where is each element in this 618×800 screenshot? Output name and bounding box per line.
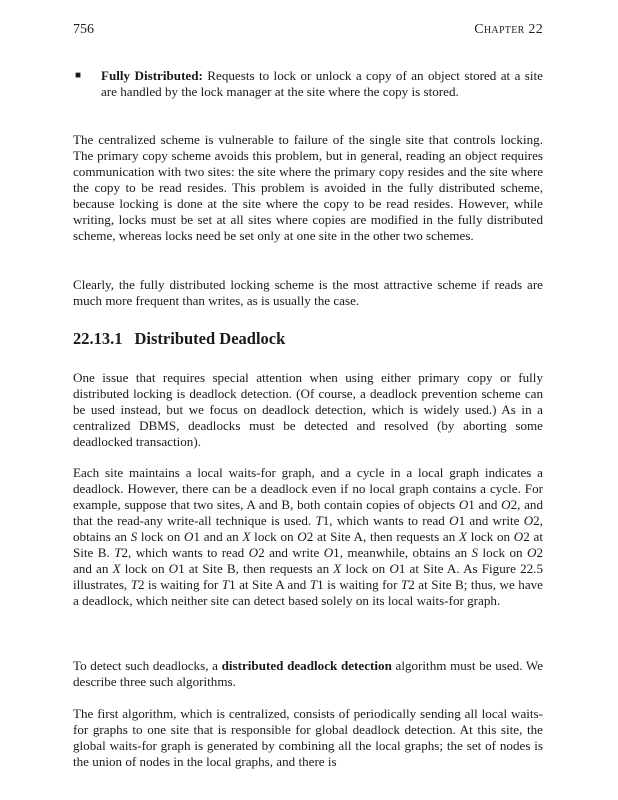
math-symbol: O <box>184 529 194 544</box>
math-symbol: T <box>309 577 318 592</box>
math-symbol: O <box>523 513 534 528</box>
math-symbol: O <box>501 497 511 512</box>
math-symbol: T <box>114 545 122 560</box>
math-symbol: O <box>297 529 307 544</box>
chapter-title: Chapter 22 <box>474 22 543 37</box>
math-symbol: S <box>471 545 479 560</box>
paragraph-clearly: Clearly, the fully distributed locking scheme is the most attractive scheme if reads are much more frequent than writes, as is usually the case. <box>73 277 543 308</box>
math-symbol: O <box>248 545 259 560</box>
section-heading <box>73 329 543 349</box>
section-number: 22.13.1 <box>73 329 123 348</box>
math-symbol: S <box>130 529 138 544</box>
paragraph-deadlock-detection: One issue that requires special attention when using either primary copy or fully distributed locking is deadlock detection. (Of course, a deadlock prevention scheme can be used instead, but we focus on deadlock detection, which is widely used.) As in a centralized DBMS, deadlocks must be detected and resolved (by aborting some deadlocked transaction). <box>73 370 543 449</box>
paragraph-first-algorithm: The first algorithm, which is centralized, consists of periodically sending all local waits-for graphs to one site that is responsible for global deadlock detection. At this site, the global waits-for graph is generated by combining all the local graphs; the set of nodes is the union of nodes in the local graphs, and there is <box>73 706 543 769</box>
math-symbol: O <box>449 513 459 528</box>
math-symbol: T <box>130 577 138 592</box>
bullet-text <box>101 68 543 100</box>
math-symbol: O <box>513 529 524 544</box>
bullet-square-icon: ■ <box>75 70 82 81</box>
math-symbol: X <box>333 561 342 576</box>
bullet-description: Requests to lock or unlock a copy of an object stored at a site are handled by the lock manager at the site where the copy is stored. <box>101 68 543 99</box>
math-symbol: O <box>323 545 334 560</box>
page-number: 756 <box>73 22 94 37</box>
running-header <box>73 22 543 38</box>
paragraph-detect-deadlocks: To detect such deadlocks, a distributed deadlock detection algorithm must be used. We describe three such algorithms. <box>73 658 544 689</box>
math-symbol: X <box>242 529 251 544</box>
bullet-item-fully-distributed <box>73 68 543 100</box>
math-symbol: O <box>526 545 537 560</box>
bullet-term: Fully Distributed: <box>101 68 203 83</box>
math-symbol: X <box>112 561 121 576</box>
math-symbol: O <box>458 497 469 512</box>
math-symbol: O <box>389 561 399 576</box>
math-symbol: T <box>400 577 409 592</box>
key-term: distributed deadlock detection <box>221 658 392 673</box>
section-title: Distributed Deadlock <box>134 329 286 348</box>
paragraph-centralized-scheme: The centralized scheme is vulnerable to failure of the single site that controls locking. The primary copy scheme avoids this problem, but in general, reading an object requires communication with two sites: the site where the primary copy resides and the site where the copy to be read resides. This problem is avoided in the fully distributed scheme, because locking is done at the site where the copy to be read resides. However, while writing, locks must be set at all sites where copies are modified in the fully distributed scheme, whereas locks need be set only at one site in the other two schemes. <box>73 132 543 243</box>
math-symbol: T <box>221 577 230 592</box>
math-symbol: X <box>458 529 467 544</box>
paragraph-waits-for-graph: Each site maintains a local waits-for graph, and a cycle in a local graph indicates a deadlock. However, there can be a deadlock even if no local graph contains a cycle. For example, suppose that two sites, A and B, both contain copies of objects O1 and O2, and that the read-any write-all technique is used. T1, which wants to read O1 and write O2, obtains an S lock on O1 and an X lock on O2 at Site A, then requests an X lock on O2 at Site B. T2, which wants to read O2 and write O1, meanwhile, obtains an S lock on O2 and an X lock on O1 at Site B, then requests an X lock on O1 at Site A. As Figure 22.5 illustrates, T2 is waiting for T1 at Site A and T1 is waiting for T2 at Site B; thus, we have a deadlock, which neither site can detect based solely on its local waits-for graph. <box>73 465 544 608</box>
math-symbol: O <box>168 561 179 576</box>
math-symbol: T <box>315 513 323 528</box>
